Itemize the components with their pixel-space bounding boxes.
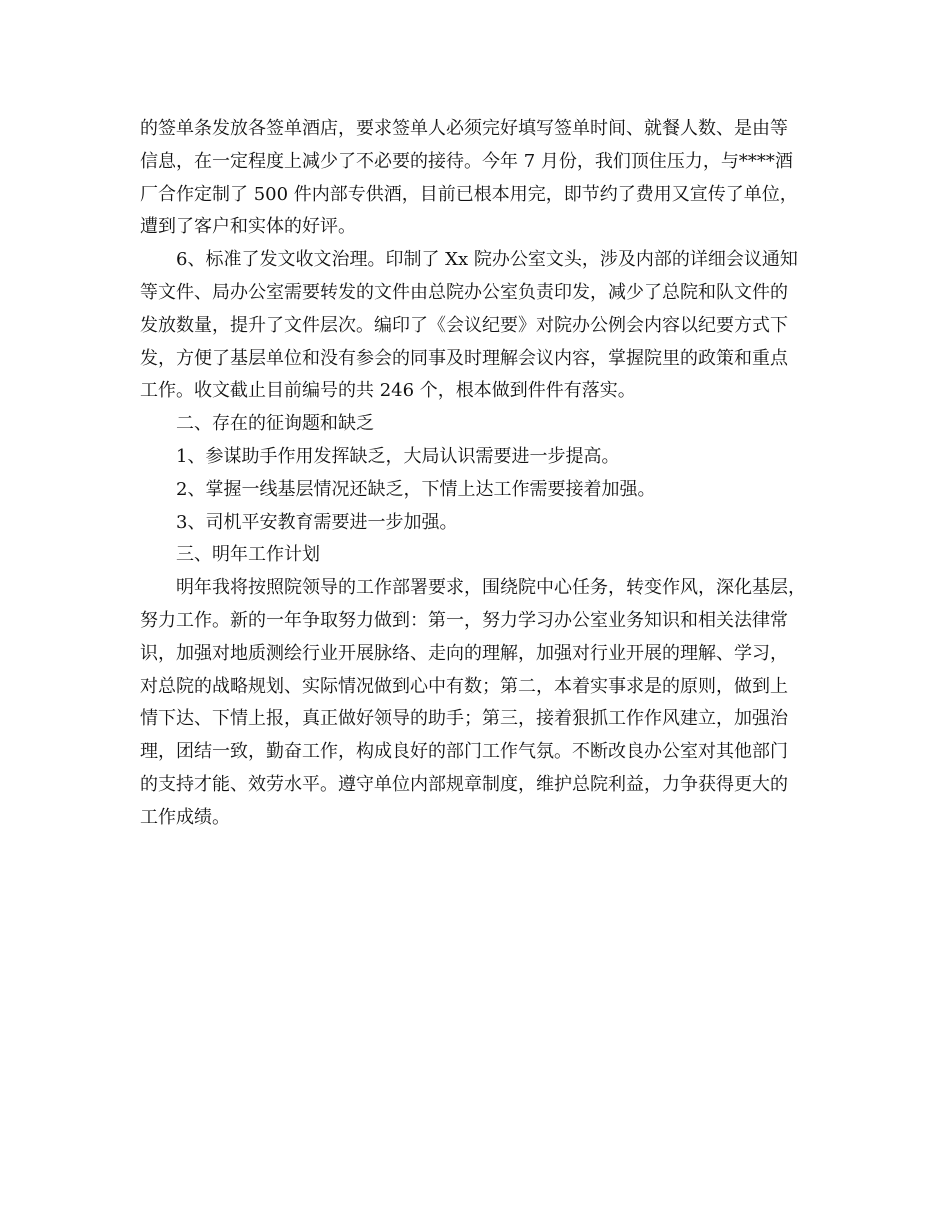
text-line: 的支持才能、效劳水平。遵守单位内部规章制度，维护总院利益，力争获得更大的 bbox=[140, 773, 788, 795]
section-heading-plan bbox=[140, 539, 840, 572]
text-line: 明年我将按照院领导的工作部署要求，围绕院中心任务，转变作风，深化基层， bbox=[176, 577, 806, 599]
heading-text: 三、明年工作计划 bbox=[176, 544, 320, 566]
text-line: 信息，在一定程度上减少了不必要的接待。今年 7 月份，我们顶住压力，与****酒 bbox=[140, 150, 793, 172]
heading-text: 二、存在的征询题和缺乏 bbox=[176, 413, 374, 435]
text-line: 识，加强对地质测绘行业开展脉络、走向的理解，加强对行业开展的理解、学习， bbox=[140, 642, 788, 664]
text-line: 3、司机平安教育需要进一步加强。 bbox=[176, 511, 458, 533]
text-line: 等文件、局办公室需要转发的文件由总院办公室负责印发，减少了总院和队文件的 bbox=[140, 281, 788, 303]
text-line: 的签单条发放各签单酒店，要求签单人必须完好填写签单时间、就餐人数、是由等 bbox=[140, 118, 788, 139]
problem-item-1 bbox=[140, 441, 840, 474]
text-line: 遭到了客户和实体的好评。 bbox=[140, 216, 356, 238]
text-line: 对总院的战略规划、实际情况做到心中有数；第二，本着实事求是的原则，做到上 bbox=[140, 675, 788, 697]
text-line: 工作成绩。 bbox=[140, 806, 230, 828]
text-line: 厂合作定制了 500 件内部专供酒，目前已根本用完，即节约了费用又宣传了单位， bbox=[140, 183, 798, 205]
problem-item-2 bbox=[140, 474, 840, 507]
paragraph-item-6 bbox=[140, 244, 840, 408]
paragraph-plan bbox=[140, 572, 840, 834]
document-body bbox=[140, 113, 840, 835]
section-heading-problems bbox=[140, 408, 840, 441]
text-line: 情下达、下情上报，真正做好领导的助手；第三，接着狠抓工作作风建立，加强治 bbox=[140, 708, 788, 730]
text-line: 2、掌握一线基层情况还缺乏，下情上达工作需要接着加强。 bbox=[176, 478, 656, 500]
text-line: 发，方便了基层单位和没有参会的同事及时理解会议内容，掌握院里的政策和重点 bbox=[140, 347, 788, 369]
paragraph-continuation bbox=[140, 113, 840, 244]
text-line: 1、参谋助手作用发挥缺乏，大局认识需要进一步提高。 bbox=[176, 445, 620, 467]
text-line: 工作。收文截止目前编号的共 246 个，根本做到件件有落实。 bbox=[140, 380, 636, 402]
text-line: 发放数量，提升了文件层次。编印了《会议纪要》对院办公例会内容以纪要方式下 bbox=[140, 314, 788, 336]
text-line: 理，团结一致，勤奋工作，构成良好的部门工作气氛。不断改良办公室对其他部门 bbox=[140, 741, 788, 763]
problem-item-3 bbox=[140, 507, 840, 540]
text-line: 6、标准了发文收文治理。印制了 Xx 院办公室文头，涉及内部的详细会议通知 bbox=[176, 249, 798, 271]
text-line: 努力工作。新的一年争取努力做到：第一，努力学习办公室业务知识和相关法律常 bbox=[140, 609, 788, 631]
